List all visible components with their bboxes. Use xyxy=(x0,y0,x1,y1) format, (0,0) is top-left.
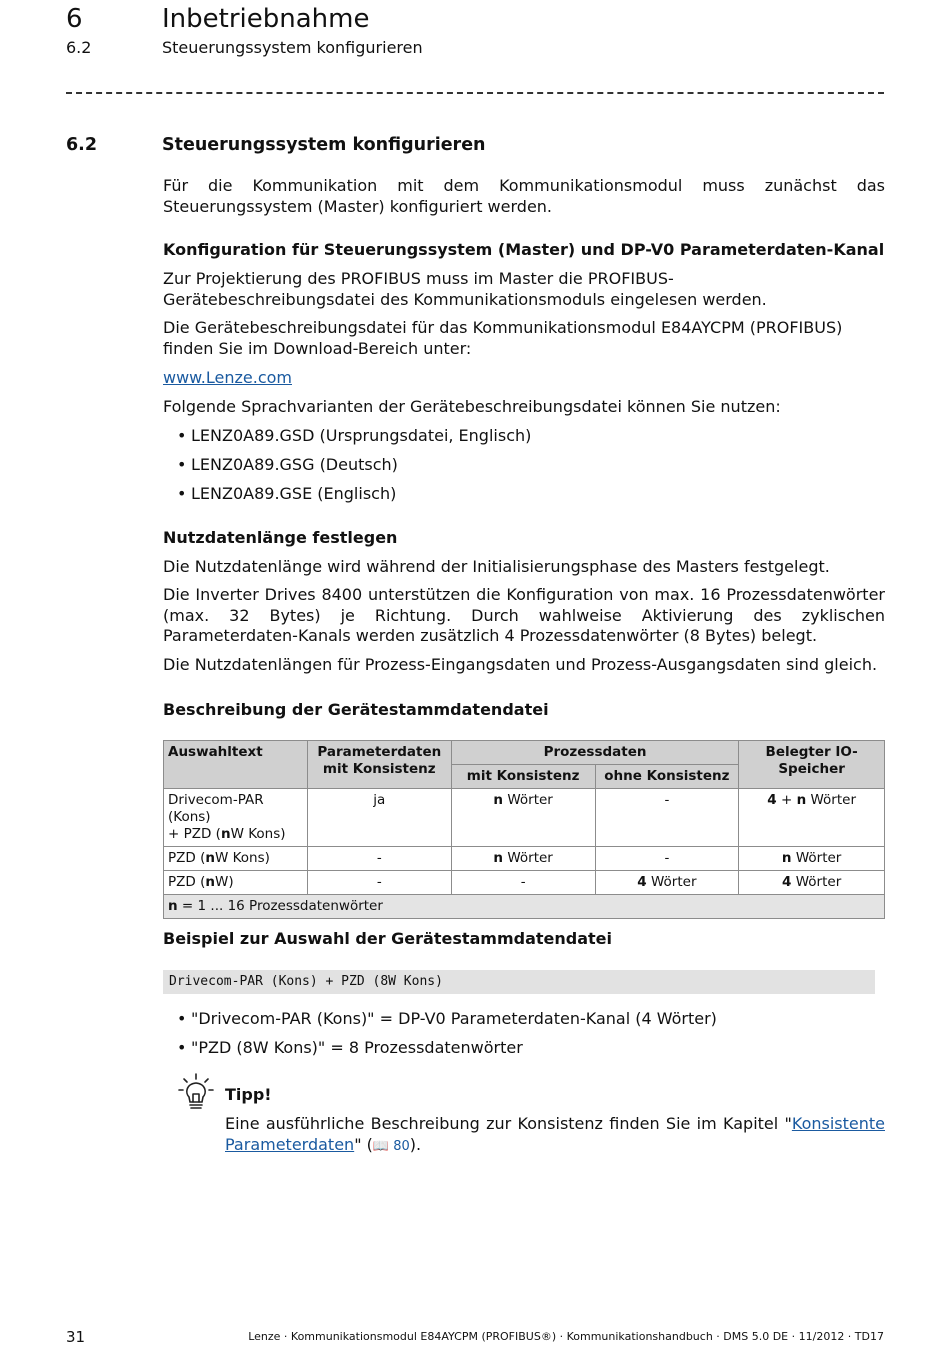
konsistente-parameterdaten-link[interactable]: Konsistente Parameterdaten xyxy=(225,1114,885,1154)
footer-text: Lenze · Kommunikationsmodul E84AYCPM (PROFIBUS®) · Kommunikationshandbuch · DMS 5.0 DE · 11/2012 · TD17 xyxy=(248,1330,884,1343)
cell-auswahltext: Drivecom-PAR (Kons) + PZD (nW Kons) xyxy=(164,789,308,847)
col-header-prozessdaten: Prozessdaten xyxy=(451,741,739,765)
table-row xyxy=(164,847,885,871)
config-paragraph-2: Die Gerätebeschreibungsdatei für das Kommunikationsmodul E84AYCPM (PROFIBUS) finden Sie im Download-Bereich unter: xyxy=(163,318,843,358)
cell-ohne-konsistenz: 4 Wörter xyxy=(595,871,739,895)
list-item: • "PZD (8W Kons)" = 8 Prozessdatenwörter xyxy=(163,1038,885,1067)
cell-auswahltext: PZD (nW Kons) xyxy=(164,847,308,871)
nutz-paragraph-2: Die Inverter Drives 8400 unterstützen die Konfiguration von max. 16 Prozessdatenwörter (max. 32 Bytes) je Richtung. Durch wahlweise Aktivierung des zyklischen Parameterdaten-Kanals werden zusätzlich 4 Prozessdatenwörter (8 Bytes) belegt. xyxy=(163,585,885,645)
nutz-heading: Nutzdatenlänge festlegen xyxy=(163,528,398,547)
section-title: Steuerungssystem konfigurieren xyxy=(162,135,486,155)
col-header-ohne-konsistenz: ohne Konsistenz xyxy=(595,765,739,789)
table-note: n = 1 ... 16 Prozessdatenwörter xyxy=(164,895,885,919)
list-item: • LENZ0A89.GSE (Englisch) xyxy=(163,484,885,513)
nutz-paragraph-3: Die Nutzdatenlängen für Prozess-Eingangsdaten und Prozess-Ausgangsdaten sind gleich. xyxy=(163,655,878,674)
chapter-number: 6 xyxy=(66,4,83,34)
config-paragraph-1: Zur Projektierung des PROFIBUS muss im Master die PROFIBUS-Gerätebeschreibungsdatei des Kommunikationsmoduls eingelesen werden. xyxy=(163,269,767,309)
example-code: Drivecom-PAR (Kons) + PZD (8W Kons) xyxy=(163,970,875,994)
col-header-io-speicher: Belegter IO-Speicher xyxy=(739,741,885,789)
cell-auswahltext: PZD (nW) xyxy=(164,871,308,895)
cell-parameterdaten: ja xyxy=(307,789,451,847)
table-row xyxy=(164,789,885,847)
table-heading: Beschreibung der Gerätestammdatendatei xyxy=(163,700,549,719)
cell-ohne-konsistenz: - xyxy=(595,789,739,847)
table-row xyxy=(164,871,885,895)
tip-text: Eine ausführliche Beschreibung zur Konsistenz finden Sie im Kapitel "Konsistente Parameterdaten" (📖 80). xyxy=(225,1114,885,1154)
list-item: • LENZ0A89.GSG (Deutsch) xyxy=(163,455,885,484)
col-header-mit-konsistenz: mit Konsistenz xyxy=(451,765,595,789)
table-note-row xyxy=(164,895,885,919)
page-reference[interactable]: 📖 80 xyxy=(372,1139,410,1154)
cell-parameterdaten: - xyxy=(307,871,451,895)
list-item: • LENZ0A89.GSD (Ursprungsdatei, Englisch) xyxy=(163,426,885,455)
page-number: 31 xyxy=(66,1328,86,1346)
header-divider xyxy=(66,92,884,94)
col-header-auswahltext: Auswahltext xyxy=(164,741,308,789)
header-section-title: Steuerungssystem konfigurieren xyxy=(162,38,423,57)
cell-parameterdaten: - xyxy=(307,847,451,871)
tip-title: Tipp! xyxy=(225,1085,272,1104)
section-intro: Für die Kommunikation mit dem Kommunikationsmodul muss zunächst das Steuerungssystem (Master) konfiguriert werden. xyxy=(163,176,885,216)
config-paragraph-3: Folgende Sprachvarianten der Gerätebeschreibungsdatei können Sie nutzen: xyxy=(163,397,781,416)
book-icon: 📖 xyxy=(372,1139,390,1154)
cell-mit-konsistenz: n Wörter xyxy=(451,847,595,871)
section-number: 6.2 xyxy=(66,135,98,155)
cell-ohne-konsistenz: - xyxy=(595,847,739,871)
config-heading: Konfiguration für Steuerungssystem (Master) und DP-V0 Parameterdaten-Kanal xyxy=(163,240,885,259)
chapter-title: Inbetriebnahme xyxy=(162,4,370,34)
cell-io-speicher: 4 + n Wörter xyxy=(739,789,885,847)
lenze-link[interactable]: www.Lenze.com xyxy=(163,368,292,387)
example-list xyxy=(163,1009,885,1067)
example-heading: Beispiel zur Auswahl der Gerätestammdatendatei xyxy=(163,929,613,948)
gsd-file-list xyxy=(163,426,885,513)
cell-mit-konsistenz: - xyxy=(451,871,595,895)
cell-io-speicher: 4 Wörter xyxy=(739,871,885,895)
header-section-number: 6.2 xyxy=(66,38,92,57)
nutz-paragraph-1: Die Nutzdatenlänge wird während der Initialisierungsphase des Masters festgelegt. xyxy=(163,557,830,576)
cell-mit-konsistenz: n Wörter xyxy=(451,789,595,847)
list-item: • "Drivecom-PAR (Kons)" = DP-V0 Parameterdaten-Kanal (4 Wörter) xyxy=(163,1009,885,1038)
col-header-parameterdaten: Parameterdaten mit Konsistenz xyxy=(307,741,451,789)
gsd-table xyxy=(163,740,885,919)
cell-io-speicher: n Wörter xyxy=(739,847,885,871)
lightbulb-icon xyxy=(178,1073,214,1113)
